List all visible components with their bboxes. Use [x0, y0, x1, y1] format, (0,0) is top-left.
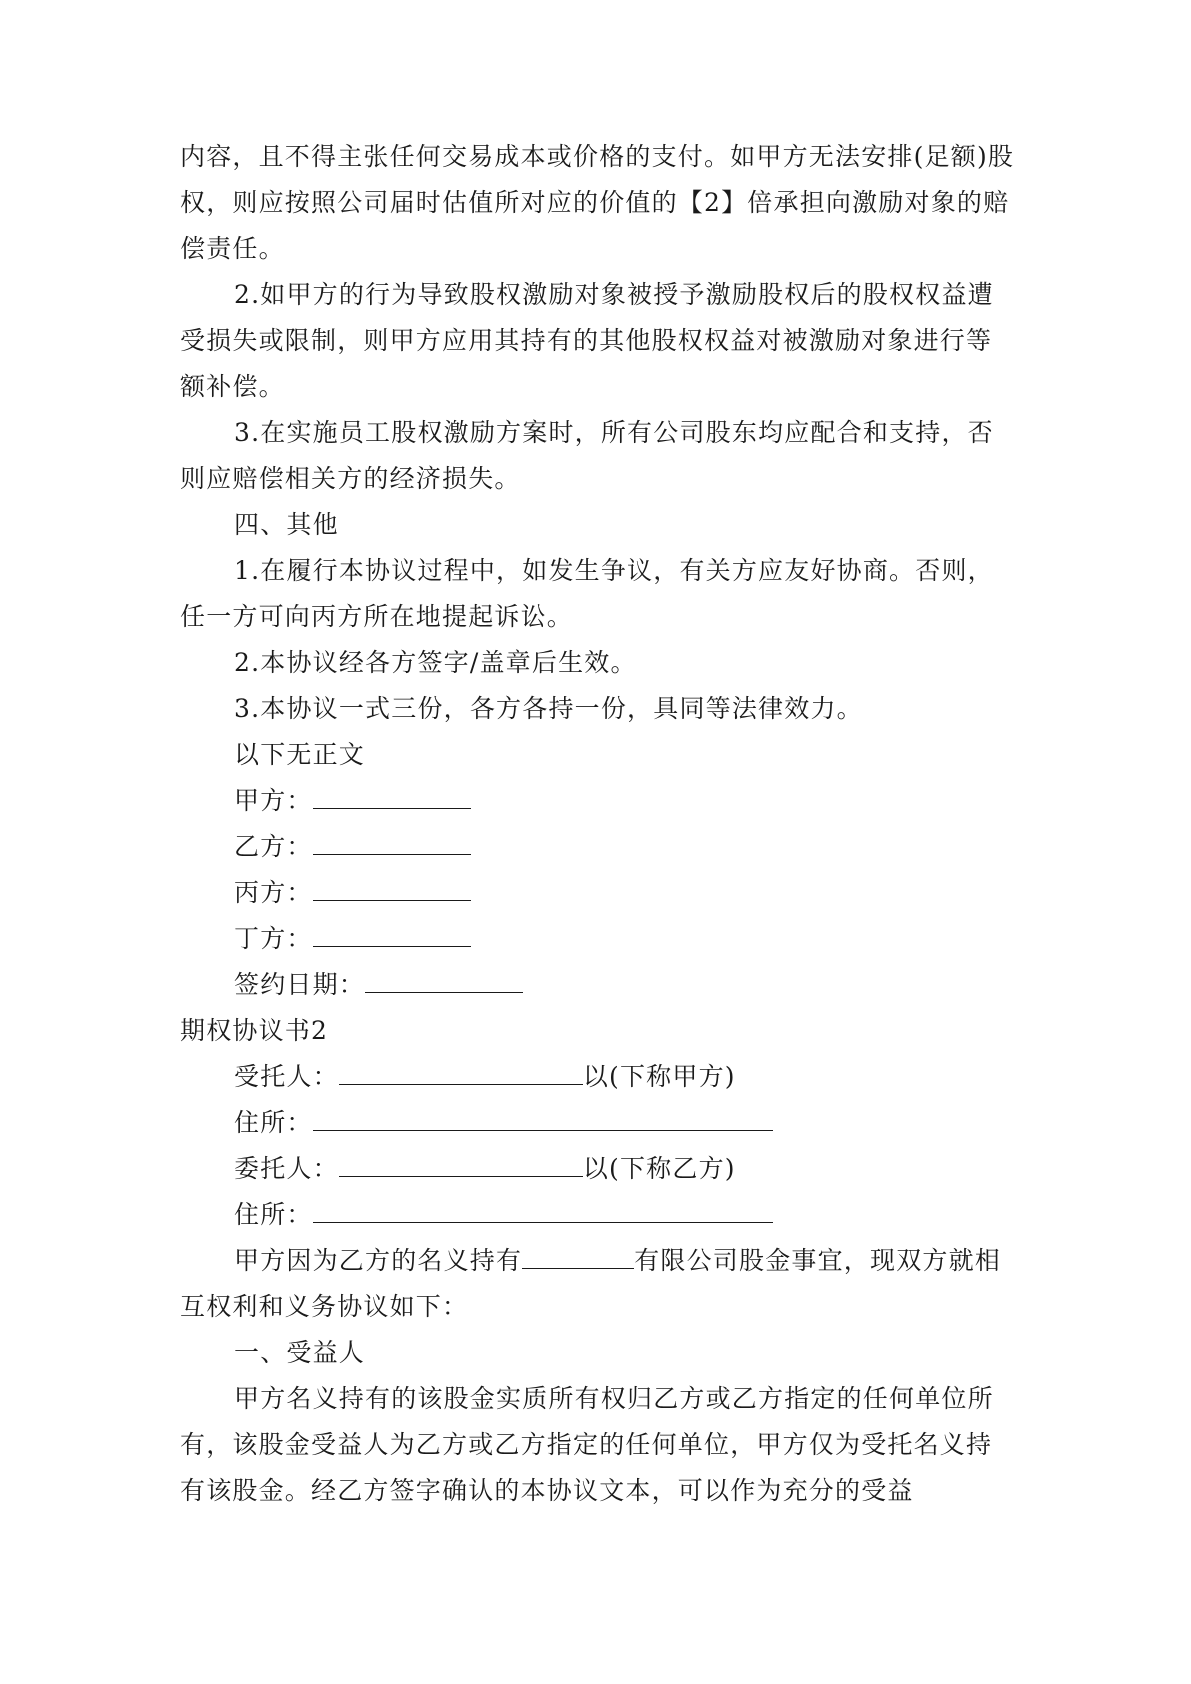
signature-party-d — [180, 916, 1018, 962]
end-note: 以下无正文 — [234, 740, 366, 769]
party-a-label: 甲方： — [234, 786, 313, 815]
clause-item-3: 3.在实施员工股权激励方案时，所有公司股东均应配合和支持，否则应赔偿相关方的经济损失。 — [180, 418, 994, 493]
entrustor-label: 委托人： — [234, 1154, 339, 1183]
document-body — [180, 134, 1018, 1514]
other-item-2: 2.本协议经各方签字/盖章后生效。 — [234, 648, 637, 677]
party-d-label: 丁方： — [234, 924, 313, 953]
agreement2-intro — [180, 1238, 1018, 1330]
other-item-1: 1.在履行本协议过程中，如发生争议，有关方应友好协商。否则，任一方可向丙方所在地提起诉讼。 — [180, 556, 994, 631]
company-blank — [522, 1240, 634, 1269]
signature-date — [180, 962, 1018, 1008]
sign-date-blank — [365, 964, 523, 993]
trustee-address-blank — [313, 1102, 773, 1131]
address-label-2: 住所： — [234, 1200, 313, 1229]
intro-before: 甲方因为乙方的名义持有 — [234, 1246, 523, 1275]
clause-continuation: 内容，且不得主张任何交易成本或价格的支付。如甲方无法安排(足额)股权，则应按照公司届时估值所对应的价值的【2】倍承担向激励对象的赔偿责任。 — [180, 142, 1015, 263]
trustee-label: 受托人： — [234, 1062, 339, 1091]
section1-heading: 一、受益人 — [234, 1338, 366, 1367]
clause-item-2: 2.如甲方的行为导致股权激励对象被授予激励股权后的股权权益遭受损失或限制，则甲方应用其持有的其他股权权益对被激励对象进行等额补偿。 — [180, 280, 994, 401]
entrustor-address-line — [180, 1192, 1018, 1238]
party-a-blank — [313, 780, 471, 809]
party-d-blank — [313, 918, 471, 947]
entrustor-blank — [339, 1148, 583, 1177]
party-b-label: 乙方： — [234, 832, 313, 861]
signature-party-c — [180, 870, 1018, 916]
signature-party-a — [180, 778, 1018, 824]
other-item-3: 3.本协议一式三份，各方各持一份，具同等法律效力。 — [234, 694, 863, 723]
entrustor-address-blank — [313, 1194, 773, 1223]
entrustor-line — [180, 1146, 1018, 1192]
section-other-heading: 四、其他 — [234, 510, 339, 539]
signature-party-b — [180, 824, 1018, 870]
party-c-label: 丙方： — [234, 878, 313, 907]
trustee-suffix: 以(下称甲方) — [582, 1062, 736, 1091]
party-b-blank — [313, 826, 471, 855]
intro-after: 有限公司股金事宜，现双方就相互权利和义务协议如下： — [180, 1246, 1002, 1321]
entrustor-suffix: 以(下称乙方) — [582, 1154, 736, 1183]
section1-body: 甲方名义持有的该股金实质所有权归乙方或乙方指定的任何单位所有，该股金受益人为乙方或乙方指定的任何单位，甲方仅为受托名义持有该股金。经乙方签字确认的本协议文本，可以作为充分的受益 — [180, 1384, 994, 1505]
trustee-line — [180, 1054, 1018, 1100]
trustee-address-line — [180, 1100, 1018, 1146]
trustee-blank — [339, 1056, 583, 1085]
agreement2-title: 期权协议书2 — [180, 1016, 329, 1045]
party-c-blank — [313, 872, 471, 901]
address-label-1: 住所： — [234, 1108, 313, 1137]
sign-date-label: 签约日期： — [234, 970, 366, 999]
